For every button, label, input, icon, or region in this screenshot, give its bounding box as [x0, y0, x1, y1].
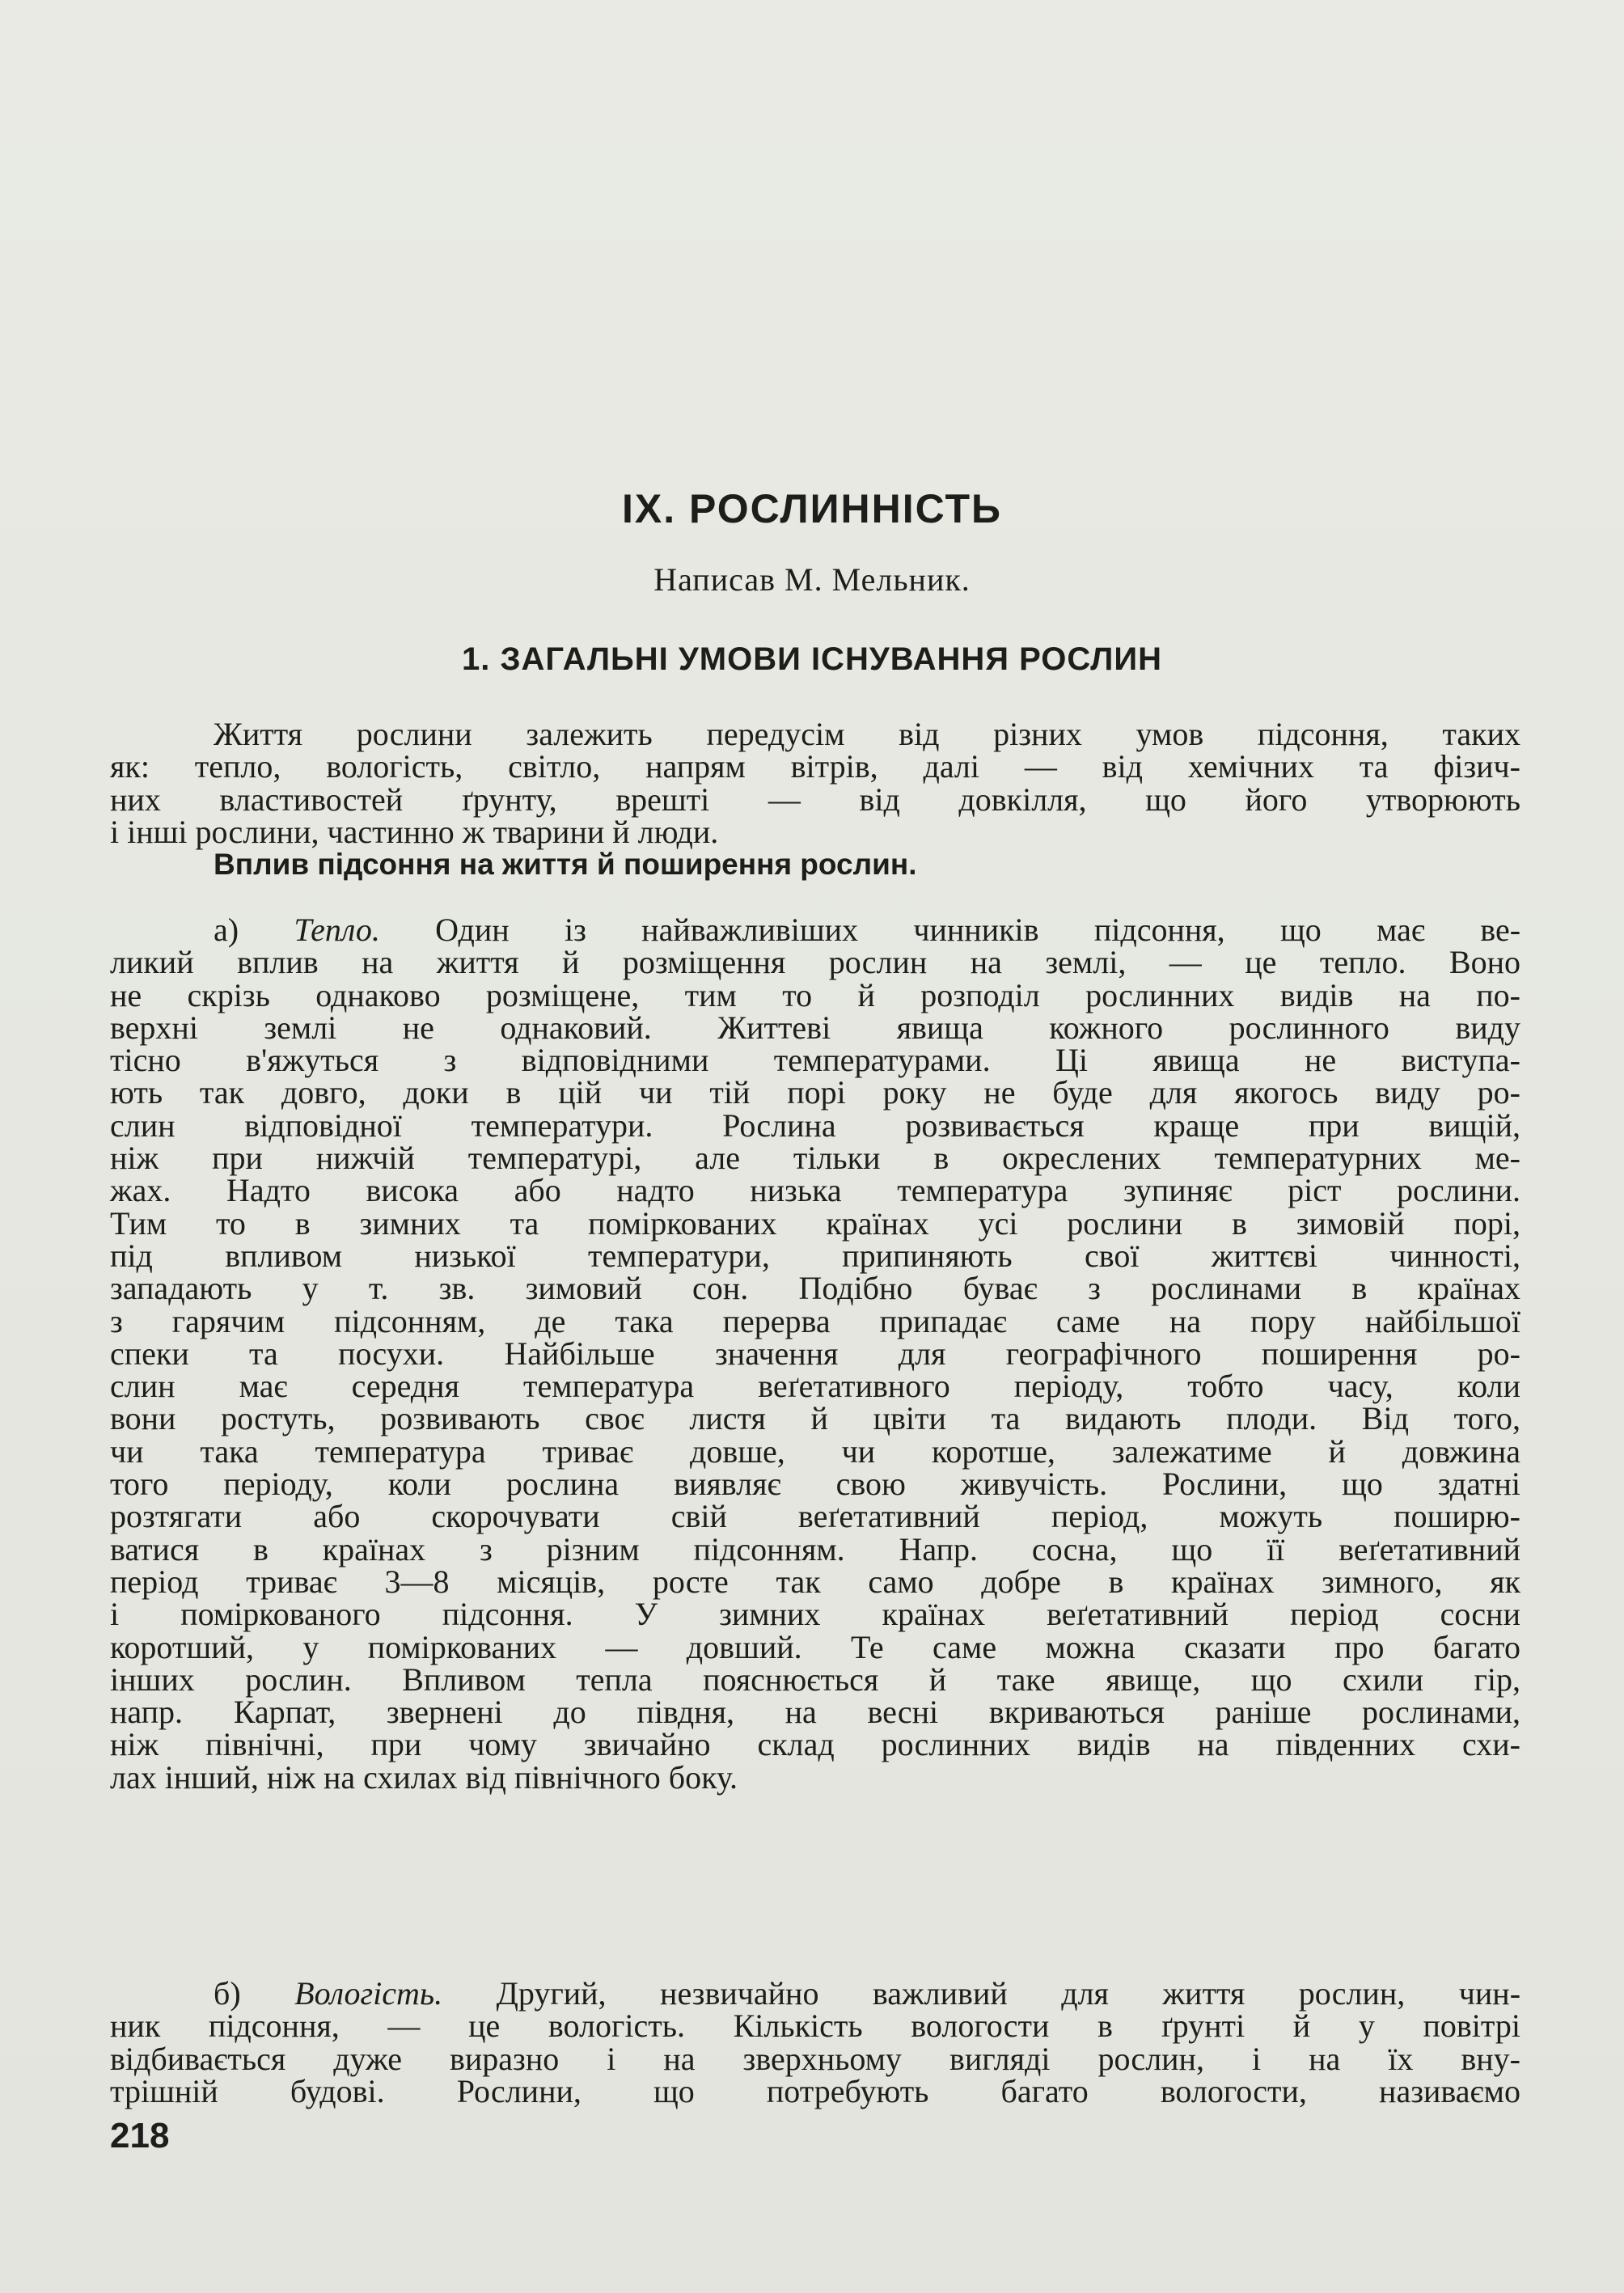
text-line: з гарячим підсонням, де така перерва припадає саме на пору найбільшої	[110, 1302, 1520, 1339]
text-line: ликий вплив на життя й розміщення рослин на землі, — це тепло. Воно	[110, 944, 1520, 981]
text-line	[110, 1975, 1521, 2012]
text-line: розтягати або скорочувати свій веґетативний період, можуть поширю-	[110, 1498, 1520, 1535]
text-line: і інші рослини, частинно ж тварини й люди.	[110, 813, 719, 850]
text-line: слин відповідної температури. Рослина розвивається краще при вищій,	[110, 1106, 1520, 1144]
author-line: Написав М. Мельник.	[653, 561, 971, 598]
text-line: того періоду, коли рослина виявляє свою живучість. Рослини, що здатні	[110, 1466, 1520, 1503]
text-line: ніж північні, при чому звичайно склад рослинних видів на південних схи-	[110, 1726, 1520, 1763]
text-line: відбивається дуже виразно і на зверхньому вигляді рослин, і на їх вну-	[110, 2040, 1520, 2077]
text-line: тісно в'яжуться з відповідними температурами. Ці явища не виступа-	[110, 1042, 1520, 1079]
chapter-title: IX. РОСЛИННІСТЬ	[622, 486, 1002, 531]
text-line: період триває 3—8 місяців, росте так само добре в країнах зимного, як	[110, 1563, 1520, 1600]
text-line: коротший, у поміркованих — довший. Те саме можна сказати про багато	[110, 1628, 1520, 1665]
text-line: і поміркованого підсоння. У зимних країнах веґетативний період сосни	[110, 1596, 1520, 1633]
text-line: ють так довго, доки в цій чи тій порі року не буде для якогось виду ро-	[110, 1074, 1520, 1111]
text-line: жах. Надто висока або надто низька температура зупиняє ріст рослини.	[110, 1172, 1520, 1209]
text-line: як: тепло, вологість, світло, напрям вітрів, далі — від хемічних та фізич-	[110, 748, 1520, 785]
text-line: чи така температура триває довше, чи коротше, залежатиме й довжина	[110, 1432, 1520, 1470]
item-label: а)	[214, 912, 239, 948]
text-line: Тим то в зимних та поміркованих країнах усі рослини в зимовій порі,	[110, 1204, 1520, 1242]
subheading: Вплив підсоння на життя й поширення рослин.	[214, 848, 917, 882]
text-line: лах інший, ніж на схилах від північного боку.	[110, 1758, 738, 1796]
text-line: западають у т. зв. зимовий сон. Подібно буває з рослинами в країнах	[110, 1270, 1520, 1307]
moisture-paragraph	[110, 1975, 1521, 2109]
text-line: трішній будові. Рослини, що потребують багато вологости, називаємо	[110, 2072, 1520, 2109]
text-fragment: Другий, незвичайно важливий для життя рослин, чин-	[496, 1975, 1521, 2012]
text-line: ніж при нижчій температурі, але тільки в окреслених температурних ме-	[110, 1140, 1520, 1177]
text-line: інших рослин. Впливом тепла пояснюється й таке явище, що схили гір,	[110, 1661, 1520, 1698]
text-line: них властивостей ґрунту, врешті — від довкілля, що його утворюють	[110, 781, 1520, 818]
text-line: вони ростуть, розвивають своє листя й цвіти та видають плоди. Від того,	[110, 1400, 1520, 1437]
page-number: 218	[110, 2116, 170, 2156]
text-line: слин має середня температура веґетативного періоду, тобто часу, коли	[110, 1368, 1520, 1405]
text-line	[110, 914, 1520, 946]
section-title: 1. ЗАГАЛЬНІ УМОВИ ІСНУВАННЯ РОСЛИН	[462, 641, 1162, 677]
text-line: під впливом низької температури, припиняють свої життєві чинності,	[110, 1237, 1520, 1274]
text-line: ватися в країнах з різним підсонням. Напр. сосна, що її веґетативний	[110, 1530, 1520, 1567]
text-line: напр. Карпат, звернені до півдня, на весні вкриваються раніше рослинами,	[110, 1694, 1520, 1731]
text-line: не скрізь однаково розміщене, тим то й розподіл рослинних видів на по-	[110, 976, 1520, 1013]
intro-paragraph	[110, 718, 1520, 881]
text-line: спеки та посухи. Найбільше значення для географічного поширення ро-	[110, 1335, 1520, 1372]
item-label: б)	[214, 1975, 241, 2012]
text-line: верхні землі не однаковий. Життеві явища кожного рослинного виду	[110, 1009, 1520, 1046]
text-fragment: Один із найважливіших чинників підсоння, що має ве-	[435, 912, 1521, 948]
item-term: Тепло.	[294, 912, 380, 948]
text-line: Життя рослини залежить передусім від різних умов підсоння, таких	[214, 716, 1520, 752]
heat-paragraph	[110, 914, 1520, 1794]
text-line: ник підсоння, — це вологість. Кількість вологости в ґрунті й у повітрі	[110, 2007, 1520, 2045]
item-term: Вологість.	[294, 1975, 443, 2012]
